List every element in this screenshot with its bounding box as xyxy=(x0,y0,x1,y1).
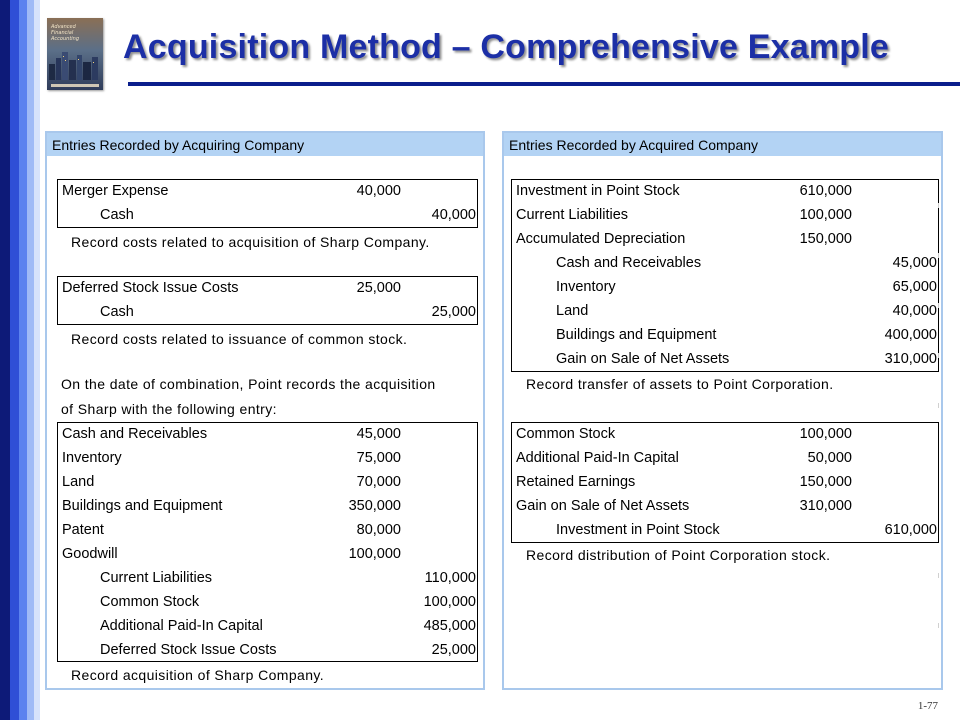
debit-amount: 45,000 xyxy=(356,426,401,442)
acquired-panel-header: Entries Recorded by Acquired Company xyxy=(504,133,941,156)
journal-row xyxy=(512,519,938,543)
debit-amount: 310,000 xyxy=(799,498,852,514)
entry-note: Record acquisition of Sharp Company. xyxy=(71,667,325,683)
journal-row xyxy=(512,324,938,348)
account-name: Additional Paid-In Capital xyxy=(100,618,263,634)
account-name: Buildings and Equipment xyxy=(62,498,223,514)
book-cover-title: Advanced Financial Accounting xyxy=(51,24,80,42)
journal-row xyxy=(58,204,477,228)
acquiring-panel-header: Entries Recorded by Acquiring Company xyxy=(47,133,483,156)
bar-stripe xyxy=(0,0,10,720)
entry-note: Record distribution of Point Corporation stock. xyxy=(526,547,831,563)
account-name: Cash and Receivables xyxy=(62,426,208,442)
title-underline xyxy=(128,82,960,86)
grid-tick xyxy=(938,403,939,408)
credit-amount: 40,000 xyxy=(431,207,476,223)
stock-distribution-entry xyxy=(511,422,939,543)
debit-amount: 100,000 xyxy=(799,207,852,223)
credit-amount: 485,000 xyxy=(423,618,476,634)
bar-stripe xyxy=(27,0,34,720)
book-cover-authors-strip xyxy=(51,84,99,87)
account-name: Patent xyxy=(62,522,104,538)
account-name: Retained Earnings xyxy=(516,474,636,490)
account-name: Deferred Stock Issue Costs xyxy=(62,280,239,296)
acquisition-entry xyxy=(57,422,478,662)
grid-tick xyxy=(938,573,939,578)
credit-amount: 25,000 xyxy=(431,642,476,658)
journal-row xyxy=(512,471,938,495)
debit-amount: 70,000 xyxy=(356,474,401,490)
journal-row xyxy=(58,519,477,543)
account-name: Common Stock xyxy=(516,426,616,442)
credit-amount: 100,000 xyxy=(423,594,476,610)
journal-row xyxy=(58,471,477,495)
city-skyline-icon xyxy=(47,50,103,80)
debit-amount: 40,000 xyxy=(356,183,401,199)
journal-row xyxy=(58,615,477,639)
credit-amount: 110,000 xyxy=(424,570,476,586)
journal-row xyxy=(58,591,477,615)
grid-tick xyxy=(938,203,939,208)
credit-amount: 40,000 xyxy=(892,303,937,319)
intro-text-line: On the date of combination, Point records the acquisition xyxy=(61,376,436,392)
journal-row xyxy=(512,423,938,447)
debit-amount: 100,000 xyxy=(799,426,852,442)
journal-row xyxy=(512,495,938,519)
journal-row xyxy=(58,277,477,301)
account-name: Current Liabilities xyxy=(100,570,213,586)
account-name: Common Stock xyxy=(100,594,200,610)
journal-row xyxy=(58,639,477,663)
account-name: Gain on Sale of Net Assets xyxy=(516,498,690,514)
journal-row xyxy=(58,543,477,567)
journal-row xyxy=(512,300,938,324)
account-name: Deferred Stock Issue Costs xyxy=(100,642,277,658)
journal-row xyxy=(58,301,477,325)
credit-amount: 65,000 xyxy=(892,279,937,295)
account-name: Cash and Receivables xyxy=(556,255,702,271)
account-name: Investment in Point Stock xyxy=(556,522,720,538)
account-name: Land xyxy=(62,474,95,490)
account-name: Goodwill xyxy=(62,546,118,562)
grid-tick xyxy=(938,253,939,258)
debit-amount: 150,000 xyxy=(799,474,852,490)
account-name: Cash xyxy=(100,207,134,223)
grid-tick xyxy=(938,303,939,308)
asset-transfer-entry xyxy=(511,179,939,372)
account-name: Accumulated Depreciation xyxy=(516,231,686,247)
debit-amount: 350,000 xyxy=(348,498,401,514)
left-decorative-bar xyxy=(0,0,40,720)
debit-amount: 150,000 xyxy=(799,231,852,247)
grid-tick xyxy=(938,353,939,358)
journal-row xyxy=(58,180,477,204)
stock-issue-costs-entry xyxy=(57,276,478,325)
account-name: Merger Expense xyxy=(62,183,169,199)
journal-row xyxy=(512,447,938,471)
grid-tick xyxy=(938,623,939,628)
merger-expense-entry xyxy=(57,179,478,228)
page-number: 1-77 xyxy=(917,700,938,712)
credit-amount: 400,000 xyxy=(884,327,937,343)
account-name: Land xyxy=(556,303,589,319)
account-name: Buildings and Equipment xyxy=(556,327,717,343)
account-name: Investment in Point Stock xyxy=(516,183,680,199)
journal-row xyxy=(512,180,938,204)
bar-stripe xyxy=(34,0,40,720)
entry-note: Record transfer of assets to Point Corporation. xyxy=(526,376,834,392)
entry-note: Record costs related to acquisition of Sharp Company. xyxy=(71,234,430,250)
acquiring-company-panel xyxy=(45,131,485,690)
account-name: Gain on Sale of Net Assets xyxy=(556,351,730,367)
debit-amount: 75,000 xyxy=(356,450,401,466)
journal-row xyxy=(58,495,477,519)
debit-amount: 610,000 xyxy=(799,183,852,199)
account-name: Inventory xyxy=(62,450,122,466)
credit-amount: 45,000 xyxy=(892,255,937,271)
account-name: Cash xyxy=(100,304,134,320)
bar-stripe xyxy=(19,0,27,720)
credit-amount: 610,000 xyxy=(884,522,937,538)
journal-row xyxy=(512,252,938,276)
journal-row xyxy=(512,204,938,228)
credit-amount: 310,000 xyxy=(884,351,937,367)
journal-row xyxy=(58,567,477,591)
account-name: Additional Paid-In Capital xyxy=(516,450,679,466)
journal-row xyxy=(58,447,477,471)
book-cover-image xyxy=(47,18,103,90)
bar-stripe xyxy=(10,0,19,720)
entry-note: Record costs related to issuance of common stock. xyxy=(71,331,408,347)
debit-amount: 25,000 xyxy=(356,280,401,296)
account-name: Current Liabilities xyxy=(516,207,629,223)
journal-row xyxy=(512,276,938,300)
account-name: Inventory xyxy=(556,279,616,295)
journal-row xyxy=(58,423,477,447)
debit-amount: 50,000 xyxy=(807,450,852,466)
page-title: Acquisition Method – Comprehensive Example xyxy=(123,28,889,66)
acquired-company-panel xyxy=(502,131,943,690)
credit-amount: 25,000 xyxy=(431,304,476,320)
intro-text-line: of Sharp with the following entry: xyxy=(61,401,277,417)
debit-amount: 80,000 xyxy=(356,522,401,538)
journal-row xyxy=(512,228,938,252)
journal-row xyxy=(512,348,938,372)
debit-amount: 100,000 xyxy=(348,546,401,562)
